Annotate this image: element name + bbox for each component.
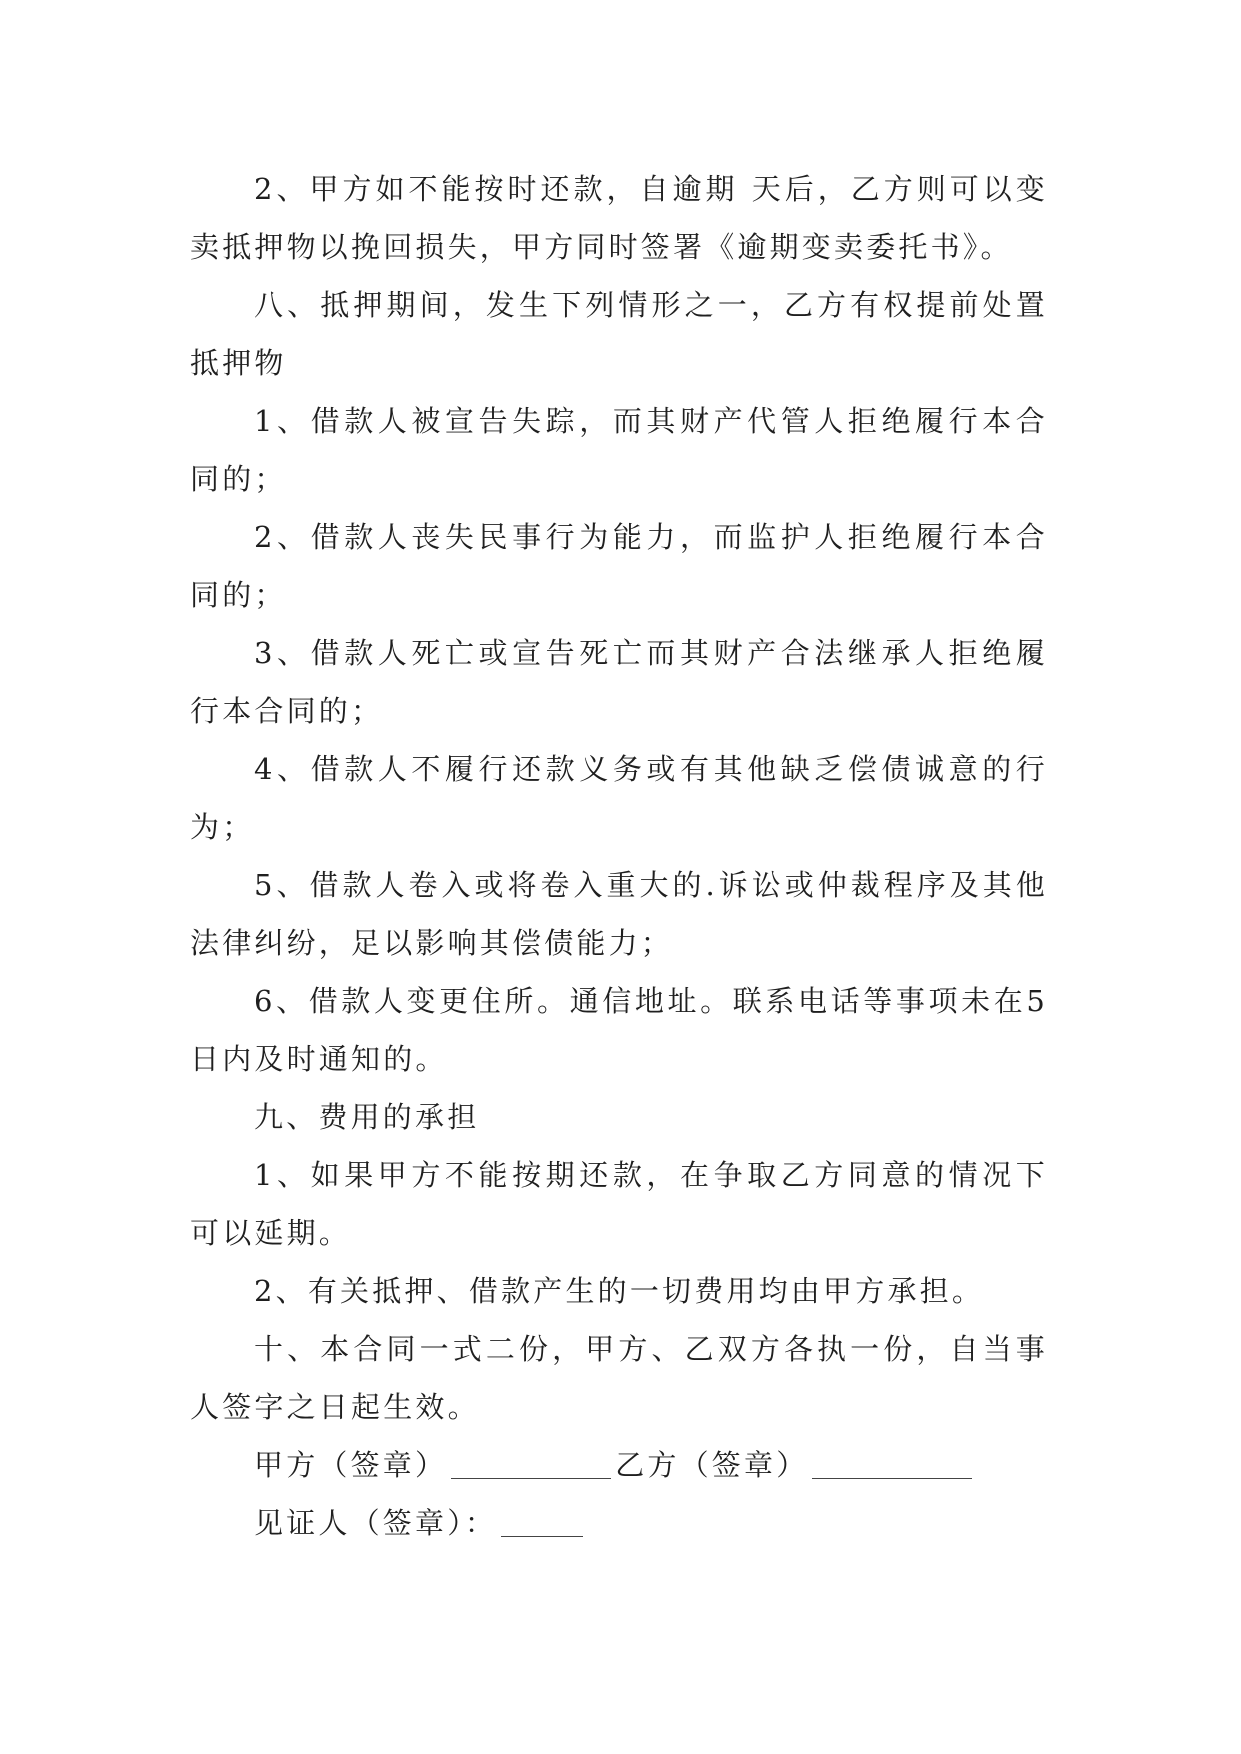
list-item: 1、借款人被宣告失踪，而其财产代管人拒绝履行本合同的； — [190, 404, 1048, 496]
paragraph: 2、甲方如不能按时还款，自逾期 天后，乙方则可以变卖抵押物以挽回损失，甲方同时签署《逾期变卖委托书》。 — [190, 172, 1048, 264]
list-item: 6、借款人变更住所。通信地址。联系电话等事项未在5日内及时通知的。 — [190, 984, 1048, 1076]
list-item: 2、有关抵押、借款产生的一切费用均由甲方承担。 — [254, 1274, 985, 1308]
section-heading: 九、费用的承担 — [254, 1100, 480, 1134]
list-item: 4、借款人不履行还款义务或有其他缺乏偿债诚意的行为； — [190, 752, 1048, 844]
signature-row — [190, 1436, 1048, 1494]
list-item: 3、借款人死亡或宣告死亡而其财产合法继承人拒绝履行本合同的； — [190, 636, 1048, 728]
party-a-signature-label: 甲方（签章） — [254, 1448, 448, 1482]
list-item: 1、如果甲方不能按期还款，在争取乙方同意的情况下可以延期。 — [190, 1158, 1048, 1250]
list-item: 2、借款人丧失民事行为能力，而监护人拒绝履行本合同的； — [190, 520, 1048, 612]
party-b-signature-line — [812, 1448, 972, 1479]
section-heading: 十、本合同一式二份，甲方、乙双方各执一份，自当事人签字之日起生效。 — [190, 1332, 1048, 1424]
party-b-signature-label: 乙方（签章） — [615, 1448, 809, 1482]
witness-signature-label: 见证人（签章）： — [254, 1506, 498, 1540]
section-heading: 八、抵押期间，发生下列情形之一，乙方有权提前处置抵押物 — [190, 288, 1048, 380]
document-page — [190, 160, 1048, 1552]
witness-row — [190, 1494, 1048, 1552]
list-item: 5、借款人卷入或将卷入重大的.诉讼或仲裁程序及其他法律纠纷，足以影响其偿债能力； — [190, 868, 1048, 960]
witness-signature-line — [501, 1506, 583, 1537]
party-a-signature-line — [451, 1448, 611, 1479]
